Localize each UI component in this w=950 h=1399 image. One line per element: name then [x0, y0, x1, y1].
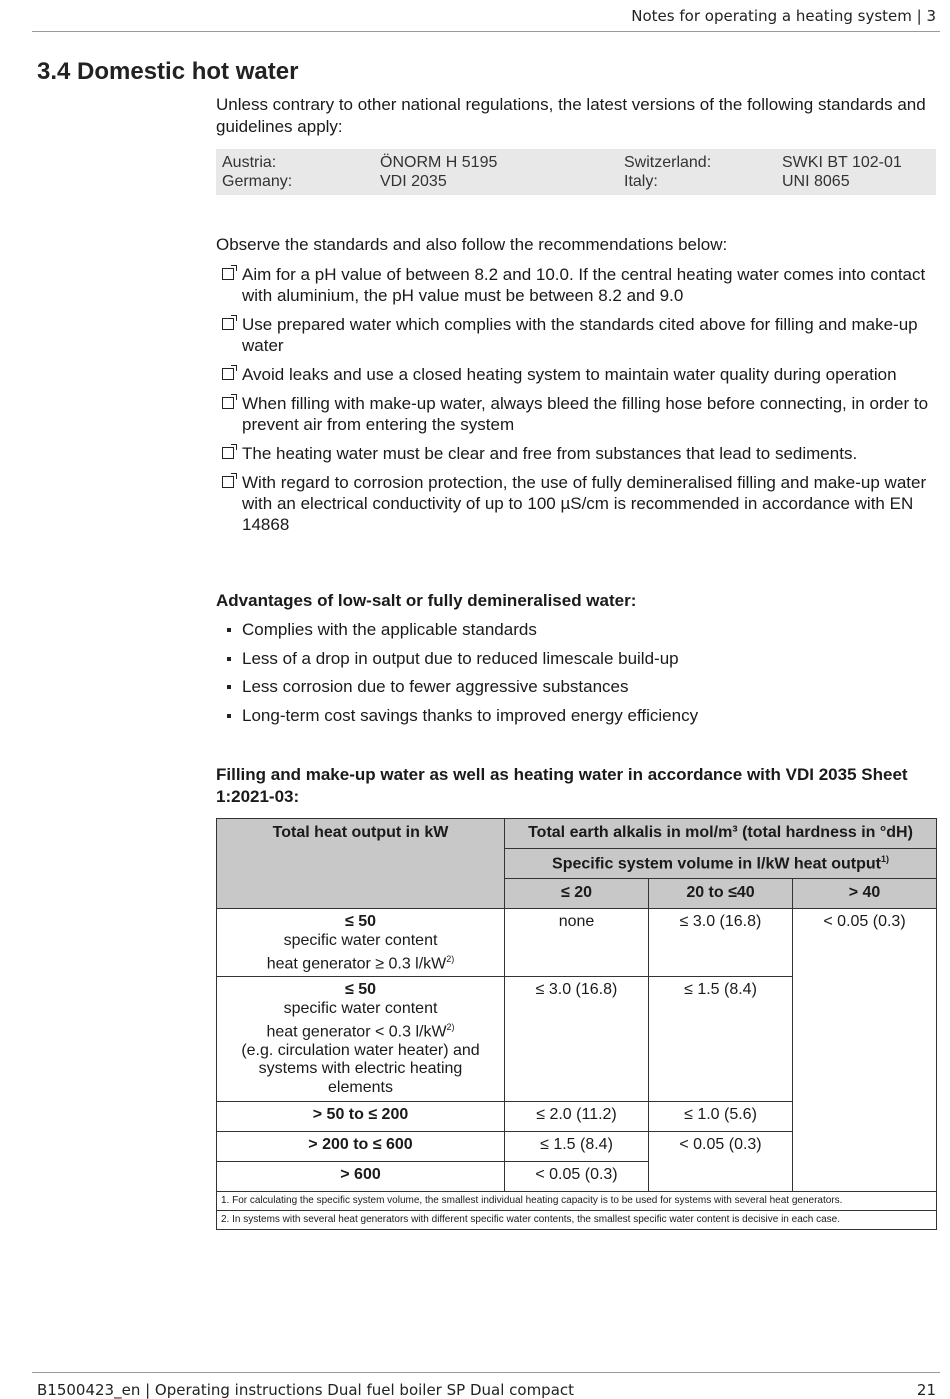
- list-item: [224, 649, 924, 678]
- footer-document-id: B1500423_en | Operating instructions Dual fuel boiler SP Dual compact: [37, 1381, 575, 1399]
- table-cell: < 0.05 (0.3): [793, 909, 937, 1192]
- list-item: [220, 472, 935, 535]
- row-title: > 200 to ≤ 600: [217, 1132, 505, 1162]
- list-item: [220, 314, 935, 356]
- intro-text: Unless contrary to other national regulations, the latest versions of the following standards and guidelines apply:: [216, 95, 926, 136]
- country-cell: Austria:: [222, 154, 277, 171]
- country-cell: Switzerland:: [624, 154, 712, 171]
- list-item-text: Avoid leaks and use a closed heating system to maintain water quality during operation: [242, 365, 897, 384]
- section-title: 3.4 Domestic hot water: [37, 58, 299, 85]
- standard-cell: ÖNORM H 5195: [380, 154, 498, 171]
- list-item-text: The heating water must be clear and free from substances that lead to sediments.: [242, 444, 858, 463]
- table-cell: none: [505, 909, 649, 977]
- standard-cell: UNI 8065: [782, 173, 850, 190]
- header-system-volume-text: Specific system volume in l/kW heat output: [552, 855, 881, 873]
- advantages-heading: Advantages of low-salt or fully demineralised water:: [216, 591, 637, 610]
- list-item-text: Use prepared water which complies with the standards cited above for filling and make-up water: [242, 315, 918, 355]
- row-label: [217, 909, 505, 977]
- list-item: [220, 393, 935, 435]
- footnote: 2. In systems with several heat generators with different specific water contents, the smallest specific water content is decisive in each case.: [217, 1211, 937, 1230]
- standard-cell: SWKI BT 102-01: [782, 154, 902, 171]
- standard-cell: VDI 2035: [380, 173, 447, 190]
- list-item: [220, 364, 935, 385]
- table-cell: ≤ 1.0 (5.6): [649, 1102, 793, 1132]
- header-text: Notes for operating a heating system | 3: [631, 7, 936, 25]
- header-col-2: 20 to ≤40: [649, 879, 793, 909]
- standards-table: [216, 149, 936, 195]
- header-col-1: ≤ 20: [505, 879, 649, 909]
- list-item: [220, 443, 935, 464]
- list-item-text: Less corrosion due to fewer aggressive substances: [242, 677, 629, 697]
- row-title: ≤ 50: [344, 913, 377, 930]
- table-cell: < 0.05 (0.3): [505, 1162, 649, 1192]
- bullet-icon: [227, 657, 231, 661]
- bullet-icon: [227, 714, 231, 718]
- table-cell: ≤ 1.5 (8.4): [505, 1132, 649, 1162]
- row-detail: [221, 950, 500, 974]
- row-detail: [221, 1018, 500, 1042]
- checkbox-icon: [222, 268, 234, 280]
- checkbox-icon: [222, 368, 234, 380]
- table-cell: ≤ 3.0 (16.8): [505, 977, 649, 1102]
- row-detail: (e.g. circulation water heater) and: [241, 1041, 480, 1059]
- footnote-ref: 2): [446, 1022, 455, 1032]
- footnote-ref: 1): [880, 854, 889, 864]
- table-cell: ≤ 2.0 (11.2): [505, 1102, 649, 1132]
- page-header: [32, 0, 940, 32]
- country-cell: Italy:: [624, 173, 658, 190]
- list-item-text: When filling with make-up water, always bleed the filling hose before connecting, in order to prevent air from entering the system: [242, 394, 929, 434]
- list-item: [224, 677, 924, 706]
- table-cell: ≤ 1.5 (8.4): [649, 977, 793, 1102]
- row-label: [217, 977, 505, 1102]
- list-item-text: Complies with the applicable standards: [242, 620, 537, 639]
- table-cell: < 0.05 (0.3): [649, 1132, 793, 1192]
- row-detail: systems with electric heating: [258, 1060, 463, 1078]
- recommendations-list: [220, 264, 935, 543]
- header-system-volume: [505, 849, 937, 879]
- checkbox-icon: [222, 318, 234, 330]
- page-footer: [32, 1372, 940, 1399]
- row-title: > 50 to ≤ 200: [217, 1102, 505, 1132]
- header-total-output: Total heat output in kW: [217, 819, 505, 909]
- table-heading: Filling and make-up water as well as heating water in accordance with VDI 2035 Sheet 1:2021-03:: [216, 765, 908, 806]
- row-detail: specific water content: [283, 931, 438, 949]
- footnote: 1. For calculating the specific system volume, the smallest individual heating capacity is to be used for systems with several heat generators.: [217, 1192, 937, 1211]
- checkbox-icon: [222, 447, 234, 459]
- row-detail-text: heat generator ≥ 0.3 l/kW: [266, 955, 447, 973]
- page-number: 21: [916, 1381, 936, 1399]
- list-item-text: With regard to corrosion protection, the use of fully demineralised filling and make-up water with an electrical conductivity of up to 100 µS/cm is recommended in accordance with EN 14868: [242, 473, 927, 534]
- row-detail-text: heat generator < 0.3 l/kW: [266, 1023, 447, 1041]
- country-cell: Germany:: [222, 173, 293, 190]
- observe-text: Observe the standards and also follow the recommendations below:: [216, 235, 728, 254]
- list-item: [220, 264, 935, 306]
- row-detail: specific water content: [283, 999, 438, 1017]
- list-item-text: Long-term cost savings thanks to improved energy efficiency: [242, 706, 699, 726]
- row-title: > 600: [217, 1162, 505, 1192]
- list-item-text: Aim for a pH value of between 8.2 and 10.0. If the central heating water comes into contact with aluminium, the pH value must be between 8.2 and 9.0: [242, 265, 926, 305]
- row-title: ≤ 50: [344, 981, 377, 998]
- header-earth-alkalis: Total earth alkalis in mol/m³ (total hardness in °dH): [505, 819, 937, 849]
- footnote-ref: 2): [446, 954, 455, 964]
- header-col-3: > 40: [793, 879, 937, 909]
- row-detail: elements: [328, 1078, 393, 1096]
- bullet-icon: [227, 628, 231, 632]
- checkbox-icon: [222, 397, 234, 409]
- checkbox-icon: [222, 476, 234, 488]
- bullet-icon: [227, 685, 231, 689]
- list-item: [224, 706, 924, 735]
- list-item-text: Less of a drop in output due to reduced limescale build-up: [242, 648, 679, 668]
- list-item: [224, 620, 924, 649]
- water-quality-table: [216, 818, 937, 1230]
- table-cell: ≤ 3.0 (16.8): [649, 909, 793, 977]
- advantages-list: [224, 620, 924, 735]
